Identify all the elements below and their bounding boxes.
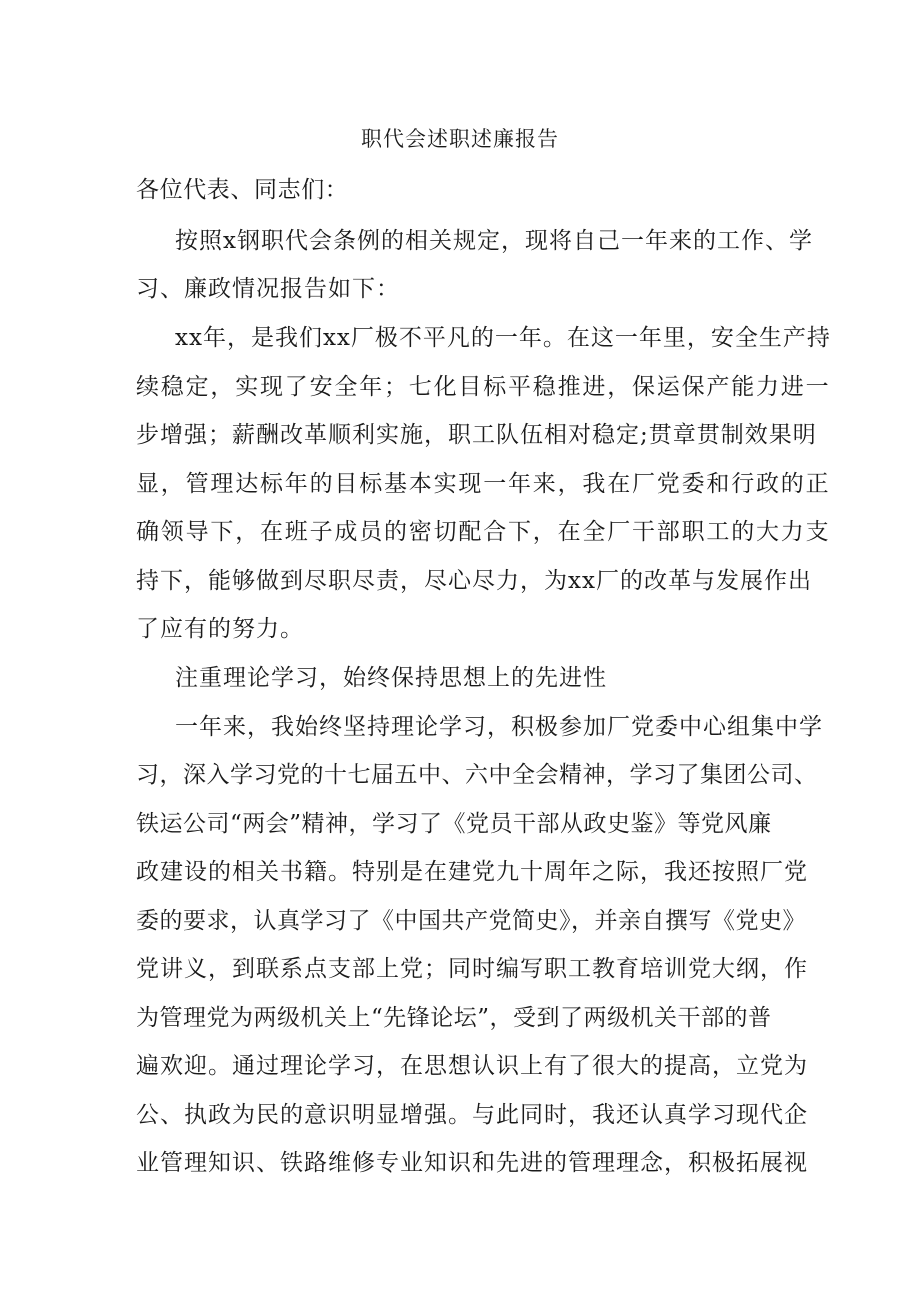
paragraph-line	[0, 369, 920, 405]
section-heading-text: 注重理论学习，始终保持思想上的先进性	[175, 665, 607, 691]
line-text: 持下，能够做到尽职尽责，尽心尽力，为xx厂的改革与发展作出	[136, 568, 812, 594]
paragraph-line	[0, 271, 920, 307]
line-text: 铁运公司“两会”精神，学习了《党员干部从政史鉴》等党风廉	[136, 811, 772, 837]
line-text: xx年，是我们xx厂极不平凡的一年。在这一年里，安全生产持	[175, 325, 831, 351]
section-heading	[0, 660, 920, 696]
line-text: 政建设的相关书籍。特别是在建党九十周年之际，我还按照厂党	[136, 859, 808, 885]
paragraph-line	[0, 466, 920, 502]
line-text: 业管理知识、铁路维修专业知识和先进的管理理念，积极拓展视	[136, 1150, 808, 1176]
line-text: 按照x钢职代会条例的相关规定，现将自己一年来的工作、学	[175, 228, 813, 254]
paragraph-line	[0, 854, 920, 890]
paragraph-line	[0, 951, 920, 987]
line-text: 党讲义，到联系点支部上党；同时编写职工教育培训党大纲，作	[136, 956, 808, 982]
paragraph-line	[0, 320, 920, 356]
salutation-text: 各位代表、同志们：	[136, 177, 349, 203]
paragraph-line	[0, 709, 920, 745]
line-text: 了应有的努力。	[136, 616, 304, 642]
line-text: 步增强；薪酬改革顺利实施，职工队伍相对稳定;贯章贯制效果明	[136, 422, 817, 448]
paragraph-line	[0, 1000, 920, 1036]
paragraph-line	[0, 1145, 920, 1181]
line-text: 委的要求，认真学习了《中国共产党简史》，并亲自撰写《党史》	[136, 908, 806, 934]
paragraph-line	[0, 611, 920, 647]
line-text: 习、廉政情况报告如下：	[136, 276, 400, 302]
document-title: 职代会述职述廉报告	[361, 127, 559, 151]
line-text: 续稳定，实现了安全年；七化目标平稳推进，保运保产能力进一	[136, 374, 831, 400]
line-text: 遍欢迎。通过理论学习，在思想认识上有了很大的提高，立党为	[136, 1053, 808, 1079]
paragraph-line	[0, 757, 920, 793]
paragraph-line	[0, 223, 920, 259]
salutation	[0, 172, 920, 208]
line-text: 一年来，我始终坚持理论学习，积极参加厂党委中心组集中学	[175, 714, 823, 740]
line-text: 为管理党为两级机关上“先锋论坛”，受到了两级机关干部的普	[136, 1005, 772, 1031]
paragraph-line	[0, 1048, 920, 1084]
paragraph-line	[0, 806, 920, 842]
line-text: 习，深入学习党的十七届五中、六中全会精神，学习了集团公司、	[136, 762, 818, 788]
line-text: 确领导下，在班子成员的密切配合下，在全厂干部职工的大力支	[136, 519, 831, 545]
paragraph-line	[0, 903, 920, 939]
paragraph-line	[0, 1097, 920, 1133]
paragraph-line	[0, 563, 920, 599]
line-text: 公、执政为民的意识明显增强。与此同时，我还认真学习现代企	[136, 1102, 808, 1128]
paragraph-line	[0, 417, 920, 453]
line-text: 显，管理达标年的目标基本实现一年来，我在厂党委和行政的正	[136, 471, 831, 497]
paragraph-line	[0, 514, 920, 550]
